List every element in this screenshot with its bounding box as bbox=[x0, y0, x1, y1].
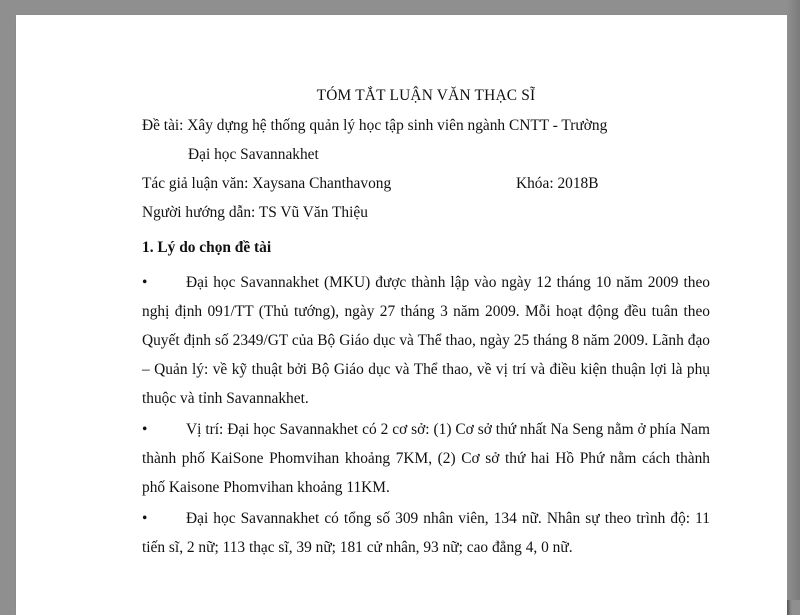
bullet-paragraph bbox=[142, 415, 710, 502]
bullet-text: Đại học Savannakhet (MKU) được thành lập vào ngày 12 tháng 10 năm 2009 theo nghị định 091/TT (Thủ tướng), ngày 27 tháng 3 năm 2009. Mỗi hoạt động đều tuân theo Quyết định số 2349/GT của Bộ Giáo dục và Thể thao, ngày 25 tháng 8 năm 2009. Lãnh đạo – Quản lý: về kỹ thuật bởi Bộ Giáo dục và Thể thao, về vị trí và điều kiện thuận lợi là phụ thuộc và tỉnh Savannakhet. bbox=[142, 274, 710, 407]
document-page bbox=[16, 15, 787, 615]
document-title: TÓM TẮT LUẬN VĂN THẠC SĨ bbox=[316, 87, 536, 104]
thesis-advisor: Người hướng dẫn: TS Vũ Văn Thiệu bbox=[142, 204, 368, 221]
document-content bbox=[142, 81, 710, 564]
bullet-dot-icon: • bbox=[142, 421, 148, 438]
bullet-paragraph bbox=[142, 268, 710, 413]
bullet-text: Đại học Savannakhet có tổng số 309 nhân viên, 134 nữ. Nhân sự theo trình độ: 11 tiến sĩ, 2 nữ; 113 thạc sĩ, 39 nữ; 181 cử nhân, 93 nữ; cao đẳng 4, 0 nữ. bbox=[142, 510, 710, 556]
topic-line-1: Đề tài: Xây dựng hệ thống quản lý học tập sinh viên ngành CNTT - Trường bbox=[142, 117, 608, 134]
author-row bbox=[142, 169, 710, 198]
bullet-text: Vị trí: Đại học Savannakhet có 2 cơ sở: (1) Cơ sở thứ nhất Na Seng nằm ở phía Nam thành phố KaiSone Phomvihan khoảng 7KM, (2) Cơ sở thứ hai Hồ Phứ nằm cách thành phố Kaisone Phomvihan khoảng 11KM. bbox=[142, 421, 710, 496]
thesis-author: Tác giả luận văn: Xaysana Chanthavong bbox=[142, 175, 392, 192]
topic-line-2: Đại học Savannakhet bbox=[188, 146, 319, 163]
thesis-topic bbox=[142, 111, 710, 169]
bullet-dot-icon: • bbox=[142, 510, 148, 527]
bullet-dot-icon: • bbox=[142, 274, 148, 291]
section-heading: 1. Lý do chọn đề tài bbox=[142, 239, 272, 256]
bullet-paragraph bbox=[142, 504, 710, 562]
course-year: Khóa: 2018B bbox=[516, 175, 599, 192]
scrollbar-track[interactable] bbox=[787, 0, 800, 600]
